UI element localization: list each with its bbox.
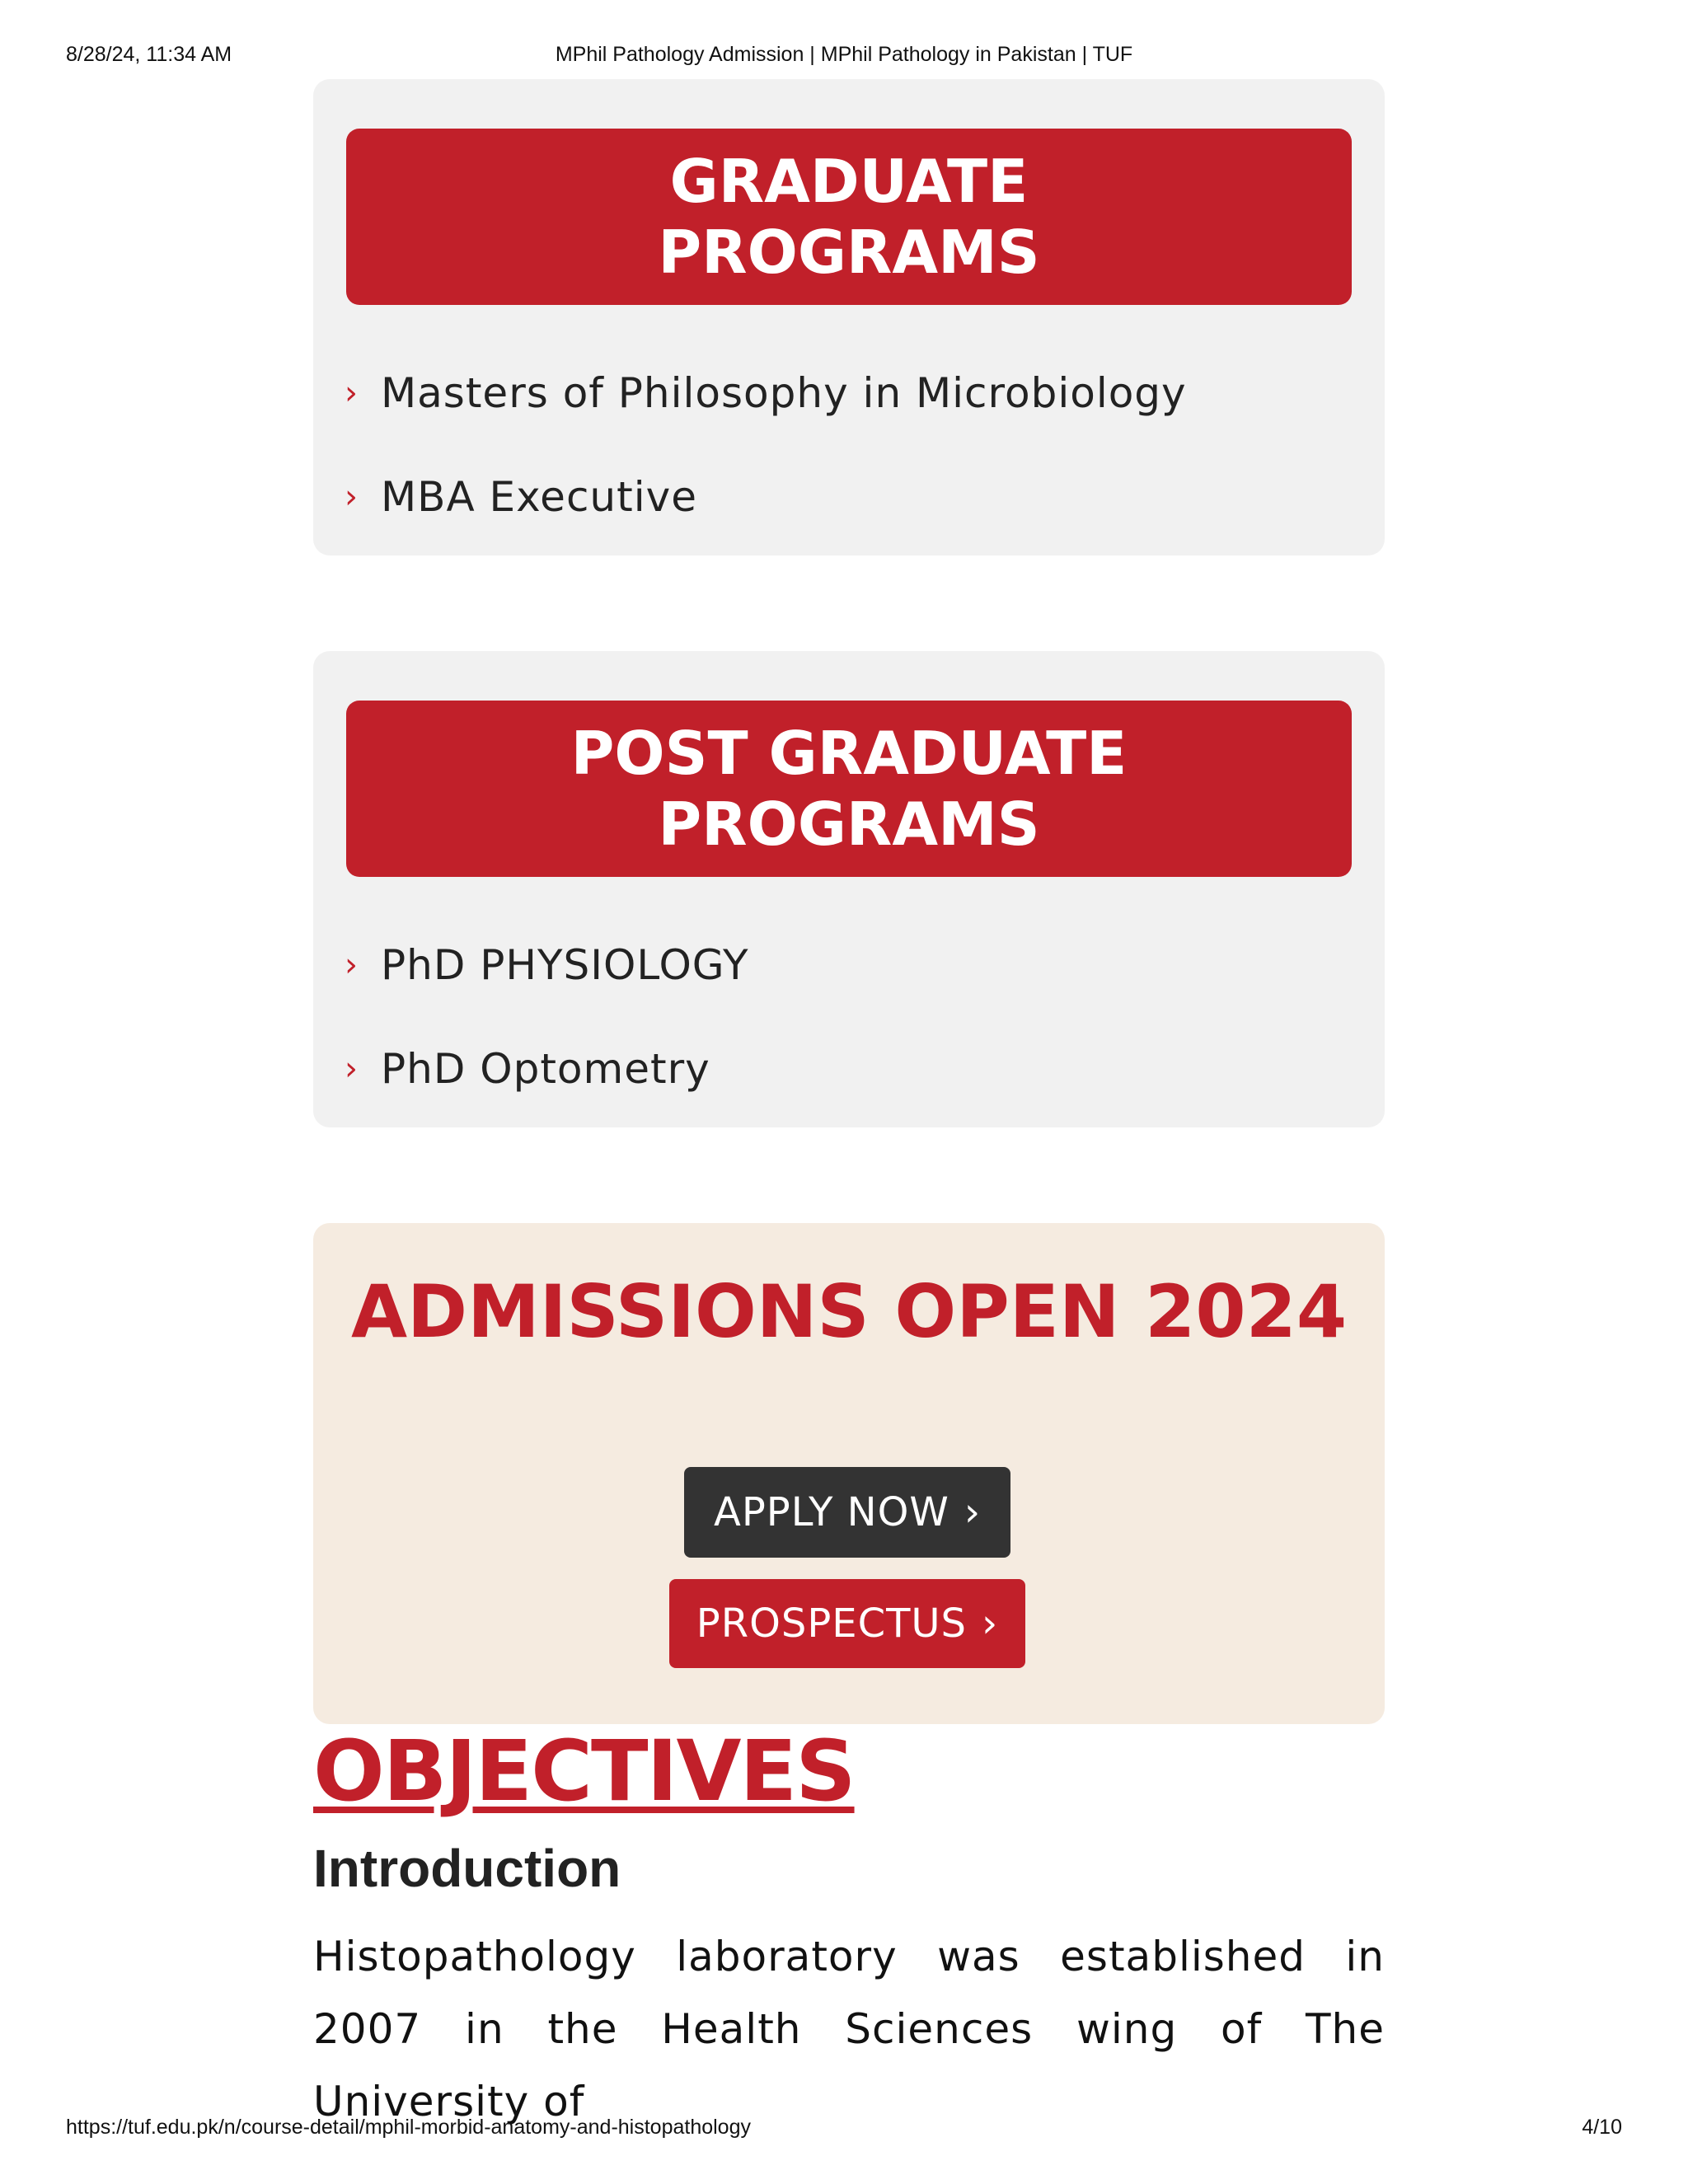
chevron-right-icon: ›	[345, 946, 358, 984]
admissions-card	[313, 1223, 1385, 1724]
post-graduate-programs-list	[345, 913, 749, 1121]
print-page-title: MPhil Pathology Admission | MPhil Pathology in Pakistan | TUF	[555, 43, 1133, 66]
program-link-phd-optometry[interactable]	[345, 1017, 749, 1121]
post-graduate-programs-title: POST GRADUATE PROGRAMS	[570, 719, 1128, 859]
introduction-heading: Introduction	[313, 1839, 621, 1898]
objectives-heading: OBJECTIVES	[313, 1722, 855, 1821]
apply-now-button[interactable]	[684, 1467, 1010, 1558]
admissions-title: ADMISSIONS OPEN 2024	[350, 1269, 1348, 1354]
chevron-right-icon: ›	[964, 1489, 982, 1535]
program-label: Masters of Philosophy in Microbiology	[381, 369, 1187, 417]
chevron-right-icon: ›	[345, 1050, 358, 1088]
print-page-number: 4/10	[1582, 2116, 1622, 2139]
chevron-right-icon: ›	[982, 1601, 999, 1647]
program-link-microbiology[interactable]	[345, 341, 1187, 445]
prospectus-button[interactable]	[669, 1579, 1025, 1668]
chevron-right-icon: ›	[345, 478, 358, 516]
graduate-programs-list	[345, 341, 1187, 549]
graduate-programs-banner	[346, 129, 1352, 305]
print-datetime: 8/28/24, 11:34 AM	[66, 43, 232, 66]
post-graduate-programs-banner	[346, 701, 1352, 877]
graduate-programs-title: GRADUATE PROGRAMS	[658, 147, 1040, 287]
program-link-mba-executive[interactable]	[345, 445, 1187, 549]
apply-now-label: APPLY NOW	[713, 1489, 950, 1535]
graduate-programs-card	[313, 79, 1385, 555]
print-url: https://tuf.edu.pk/n/course-detail/mphil-morbid-anatomy-and-histopathology	[66, 2116, 751, 2139]
program-label: MBA Executive	[381, 473, 697, 521]
introduction-text: Histopathology laboratory was established in 2007 in the Health Sciences wing of The University of	[313, 1933, 1385, 2125]
program-label: PhD PHYSIOLOGY	[381, 941, 749, 989]
post-graduate-programs-card	[313, 651, 1385, 1127]
program-label: PhD Optometry	[381, 1045, 710, 1093]
prospectus-label: PROSPECTUS	[696, 1601, 968, 1647]
program-link-phd-physiology[interactable]	[345, 913, 749, 1017]
chevron-right-icon: ›	[345, 374, 358, 412]
